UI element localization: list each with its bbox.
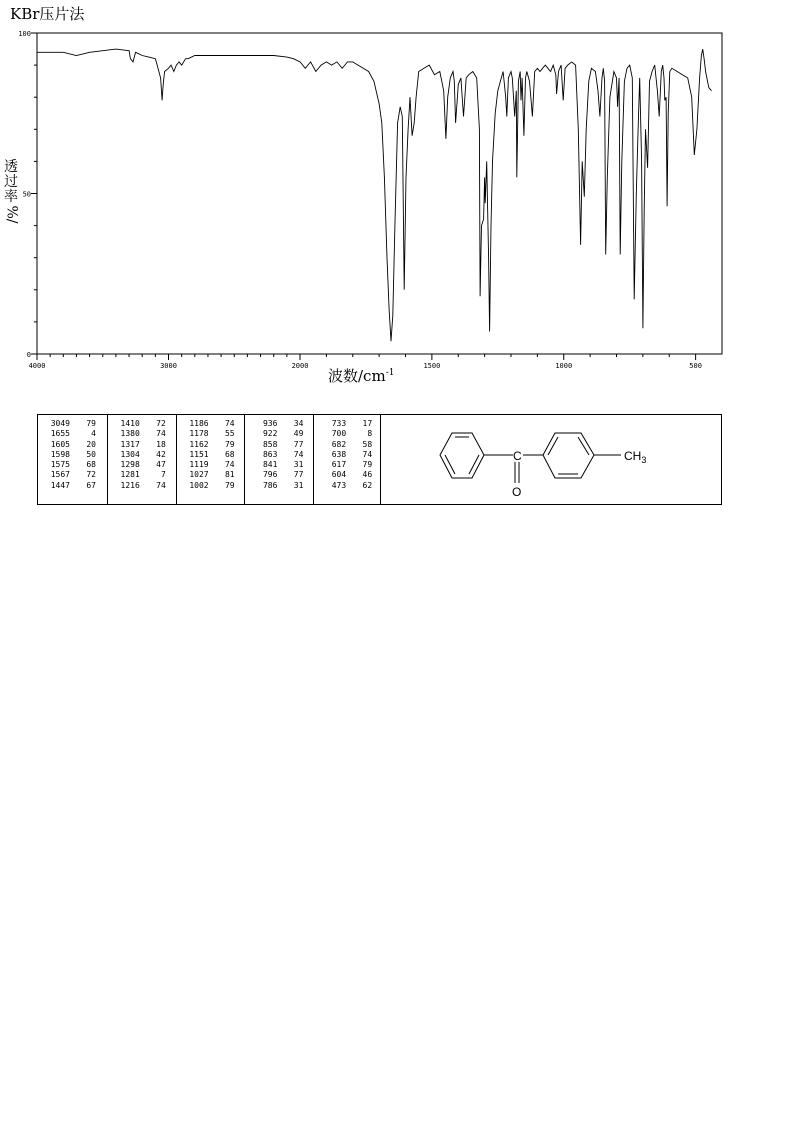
y-tick-label: 0 (26, 351, 31, 359)
peak-wavenumber: 1119 (189, 460, 209, 470)
peak-row (314, 419, 382, 429)
peak-transmittance: 31 (293, 480, 304, 490)
structure-panel (380, 414, 722, 505)
peak-wavenumber: 1575 (50, 460, 70, 470)
peak-table (37, 414, 381, 505)
y-axis-label-char: 透 (4, 159, 18, 175)
peak-transmittance: 77 (293, 470, 304, 480)
peak-wavenumber: 1655 (50, 429, 70, 439)
peak-transmittance: 74 (224, 419, 235, 428)
page-title: KBr压片法 (10, 5, 85, 23)
x-axis-label-exponent: -1 (385, 368, 395, 378)
peak-transmittance: 31 (293, 460, 304, 470)
methyl-subscript: 3 (641, 455, 647, 465)
peak-wavenumber: 1447 (50, 480, 70, 490)
peak-transmittance: 50 (86, 449, 96, 459)
peak-transmittance: 74 (156, 429, 166, 439)
peak-wavenumber: 922 (262, 429, 278, 439)
peak-row (177, 419, 245, 429)
y-tick-label: 100 (18, 30, 31, 38)
methyl-label: $CH_3$ (624, 449, 647, 465)
peak-transmittance: 74 (156, 480, 166, 490)
peak-row (108, 419, 176, 429)
tolyl-inner-bond (548, 437, 558, 455)
peak-wavenumber: 1567 (50, 470, 70, 480)
peak-wavenumber: 1410 (120, 419, 140, 428)
structure-diagram (381, 415, 721, 504)
peak-row (314, 429, 382, 439)
peak-wavenumber: 1281 (120, 470, 140, 480)
peak-wavenumber: 1598 (50, 449, 70, 459)
peak-row (314, 440, 382, 450)
y-tick-label: 50 (22, 190, 31, 199)
peak-wavenumber: 617 (331, 460, 347, 470)
peak-transmittance: 34 (293, 419, 304, 428)
peak-transmittance: 74 (362, 449, 373, 459)
peak-row (108, 470, 176, 480)
peak-column (313, 415, 382, 504)
peak-transmittance: 77 (293, 439, 304, 449)
peak-transmittance: 46 (362, 470, 373, 480)
peak-wavenumber: 1380 (120, 429, 140, 439)
peak-row (38, 460, 107, 470)
peak-row (38, 429, 107, 439)
peak-column (244, 415, 313, 504)
x-tick-label: 3000 (160, 362, 177, 370)
phenyl-inner-bond (445, 455, 455, 474)
peak-row (38, 419, 107, 429)
peak-row (245, 440, 313, 450)
peak-transmittance: 68 (224, 449, 235, 459)
peak-row (177, 460, 245, 470)
peak-transmittance: 72 (156, 419, 166, 428)
peak-row (245, 481, 313, 491)
peak-wavenumber: 733 (331, 419, 347, 428)
peak-transmittance: 72 (86, 470, 96, 480)
peak-transmittance: 74 (293, 449, 304, 459)
peak-transmittance: 79 (362, 460, 373, 470)
peak-wavenumber: 786 (262, 480, 278, 490)
peak-wavenumber: 604 (331, 470, 347, 480)
peak-wavenumber: 1178 (189, 429, 209, 439)
spectrum-line (37, 49, 712, 341)
axes-group (18, 30, 702, 370)
y-axis-label-char: 过 (4, 174, 18, 190)
peak-wavenumber: 1298 (120, 460, 140, 470)
x-axis-label-text: 波数/cm (328, 367, 386, 385)
carbonyl-carbon-label: C (513, 449, 522, 463)
phenyl-inner-bond (469, 455, 479, 474)
peak-transmittance: 68 (86, 460, 96, 470)
peak-wavenumber: 863 (262, 449, 278, 459)
peak-transmittance: 7 (160, 470, 166, 480)
peak-wavenumber: 1002 (189, 480, 209, 490)
peak-wavenumber: 638 (331, 449, 347, 459)
peak-transmittance: 67 (86, 480, 96, 490)
peak-wavenumber: 1317 (120, 439, 140, 449)
peak-transmittance: 81 (224, 470, 235, 480)
peak-row (245, 419, 313, 429)
peak-row (108, 429, 176, 439)
peak-transmittance: 20 (86, 439, 96, 449)
peak-wavenumber: 1151 (189, 449, 209, 459)
peak-row (108, 460, 176, 470)
peak-row (245, 450, 313, 460)
y-axis-label-unit: %/ (3, 205, 20, 224)
peak-row (314, 450, 382, 460)
peak-row (314, 460, 382, 470)
peak-wavenumber: 936 (262, 419, 278, 428)
x-axis-label (328, 365, 394, 386)
peak-wavenumber: 858 (262, 439, 278, 449)
peak-wavenumber: 1027 (189, 470, 209, 480)
peak-row (245, 470, 313, 480)
peak-transmittance: 74 (224, 460, 235, 470)
peak-row (177, 470, 245, 480)
tolyl-inner-bond (578, 437, 589, 455)
peak-row (108, 450, 176, 460)
peak-transmittance: 17 (362, 419, 373, 428)
peak-transmittance: 8 (367, 429, 373, 439)
peak-wavenumber: 1605 (50, 439, 70, 449)
peak-wavenumber: 1216 (120, 480, 140, 490)
peak-transmittance: 49 (293, 429, 304, 439)
peak-row (38, 450, 107, 460)
oxygen-label: O (512, 485, 522, 499)
peak-wavenumber: 1304 (120, 449, 140, 459)
peak-row (177, 429, 245, 439)
peak-transmittance: 42 (156, 449, 166, 459)
peak-wavenumber: 1186 (189, 419, 209, 428)
phenyl-ring (440, 433, 484, 478)
peak-transmittance: 4 (91, 429, 96, 439)
peak-wavenumber: 1162 (189, 439, 209, 449)
peak-wavenumber: 473 (331, 480, 347, 490)
peak-wavenumber: 796 (262, 470, 278, 480)
peak-transmittance: 79 (86, 419, 96, 428)
peak-column (176, 415, 245, 504)
peak-wavenumber: 3049 (50, 419, 70, 428)
peak-row (314, 481, 382, 491)
peak-row (177, 450, 245, 460)
peak-row (38, 440, 107, 450)
x-tick-label: 1500 (423, 362, 441, 370)
tolyl-ring (543, 433, 594, 478)
peak-transmittance: 55 (224, 429, 235, 439)
peak-row (108, 481, 176, 491)
peak-transmittance: 79 (224, 480, 235, 490)
peak-wavenumber: 682 (331, 439, 347, 449)
peak-transmittance: 47 (156, 460, 166, 470)
x-tick-label: 1000 (555, 362, 573, 370)
peak-row (177, 440, 245, 450)
peak-transmittance: 58 (362, 439, 373, 449)
peak-row (38, 481, 107, 491)
x-tick-label: 4000 (28, 362, 46, 370)
x-tick-label: 500 (689, 362, 702, 370)
peak-row (177, 481, 245, 491)
peak-row (108, 440, 176, 450)
peak-wavenumber: 700 (331, 429, 347, 439)
peak-wavenumber: 841 (262, 460, 278, 470)
x-tick-label: 2000 (291, 362, 309, 370)
peak-row (245, 460, 313, 470)
peak-transmittance: 79 (224, 439, 235, 449)
peak-row (314, 470, 382, 480)
peak-transmittance: 18 (156, 439, 166, 449)
ir-spectrum-chart (0, 0, 794, 400)
peak-row (38, 470, 107, 480)
peak-row (245, 429, 313, 439)
peak-column (38, 415, 107, 504)
y-axis-label-char: 率 (4, 189, 18, 205)
peak-transmittance: 62 (362, 480, 373, 490)
peak-column (107, 415, 176, 504)
